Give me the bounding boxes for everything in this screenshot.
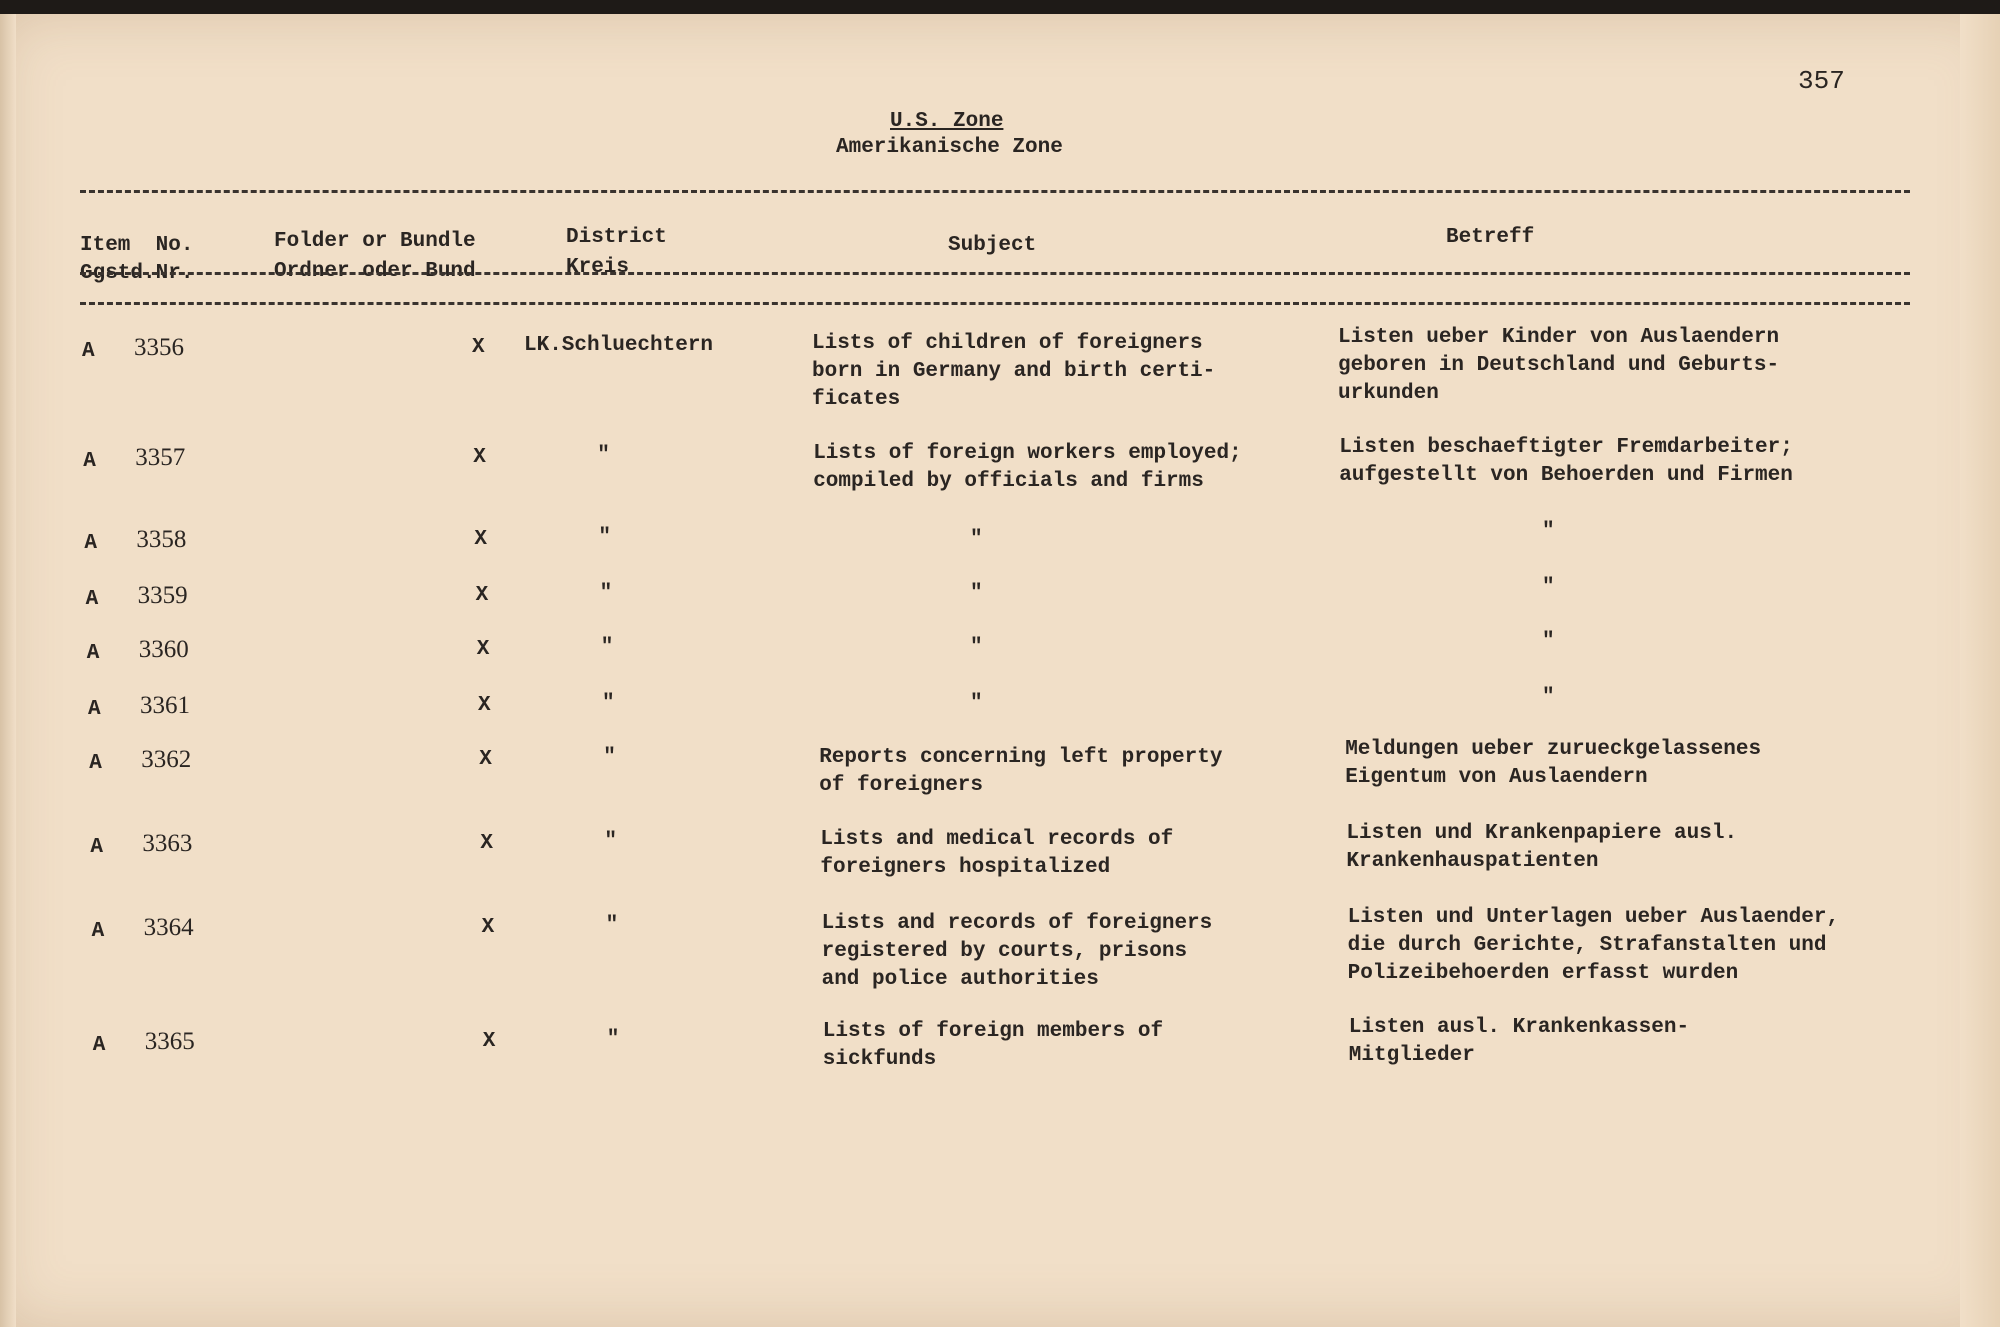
item-letter: A bbox=[90, 836, 103, 859]
subject-text: Lists and medical records of foreigners hospitalized bbox=[820, 828, 1174, 879]
folder-mark: X bbox=[481, 916, 495, 939]
folder-mark: X bbox=[478, 694, 491, 717]
item-number: 3364 bbox=[143, 914, 194, 941]
item-letter: A bbox=[88, 698, 101, 721]
item-letter: A bbox=[86, 642, 100, 665]
district: " bbox=[603, 746, 616, 769]
header-betreff: Betreff bbox=[1446, 226, 1535, 249]
page-number: 357 bbox=[1798, 66, 1845, 96]
header-item-de: Ggstd.Nr. bbox=[80, 262, 194, 285]
subject-text: Lists of children of foreigners born in Germany and birth certi- ficates bbox=[812, 332, 1216, 411]
folder-mark: X bbox=[474, 528, 487, 551]
subject-text: Reports concerning left property of foreigners bbox=[819, 746, 1223, 797]
header-item-en: Item No. bbox=[80, 234, 194, 257]
folder-mark: X bbox=[482, 1030, 496, 1053]
item-number: 3358 bbox=[136, 526, 187, 553]
header-rule-bottom bbox=[80, 302, 1910, 305]
header-rule-middle bbox=[80, 272, 1910, 275]
item-letter: A bbox=[89, 752, 102, 775]
document-page bbox=[0, 14, 2000, 1327]
betreff-text: Listen und Unterlagen ueber Auslaender, die durch Gerichte, Strafanstalten und Polizeibehoerden erfasst wurden bbox=[1347, 906, 1840, 985]
district: LK.Schluechtern bbox=[524, 334, 714, 357]
binding-fold bbox=[0, 14, 16, 1327]
district: " bbox=[599, 582, 613, 605]
subject-text: " bbox=[970, 636, 983, 659]
item-letter: A bbox=[84, 532, 97, 555]
betreff-text: Listen beschaeftigter Fremdarbeiter; aufgestellt von Behoerden und Firmen bbox=[1339, 436, 1793, 487]
zone-title: U.S. Zone bbox=[890, 110, 1004, 133]
betreff-text: Listen und Krankenpapiere ausl. Krankenhauspatienten bbox=[1346, 822, 1738, 873]
folder-mark: X bbox=[476, 638, 490, 661]
district: " bbox=[606, 1028, 620, 1051]
folder-mark: X bbox=[480, 832, 493, 855]
item-number: 3356 bbox=[134, 334, 184, 361]
item-number: 3357 bbox=[135, 444, 186, 471]
betreff-text: " bbox=[1542, 630, 1555, 653]
subject-text: " bbox=[970, 528, 983, 551]
district: " bbox=[605, 914, 619, 937]
subject-text: Lists of foreign workers employed; compiled by officials and firms bbox=[813, 442, 1242, 493]
district: " bbox=[598, 526, 611, 549]
betreff-text: " bbox=[1542, 576, 1555, 599]
subject-text: Lists and records of foreigners registered by courts, prisons and police authorities bbox=[821, 912, 1213, 991]
item-number: 3362 bbox=[141, 746, 192, 773]
item-number: 3361 bbox=[140, 692, 190, 719]
folder-mark: X bbox=[479, 748, 492, 771]
header-district-en: District bbox=[566, 226, 667, 249]
item-letter: A bbox=[82, 340, 95, 363]
item-letter: A bbox=[85, 588, 99, 611]
item-number: 3360 bbox=[138, 636, 189, 663]
item-number: 3365 bbox=[144, 1028, 195, 1055]
item-letter: A bbox=[91, 920, 105, 943]
district: " bbox=[604, 830, 617, 853]
folder-mark: X bbox=[472, 336, 485, 359]
district: " bbox=[602, 692, 615, 715]
betreff-text: Listen ausl. Krankenkassen- Mitglieder bbox=[1348, 1016, 1690, 1067]
betreff-text: Meldungen ueber zurueckgelassenes Eigentum von Auslaendern bbox=[1345, 738, 1762, 789]
folder-mark: X bbox=[475, 584, 489, 607]
subject-text: " bbox=[970, 692, 983, 715]
betreff-text: Listen ueber Kinder von Auslaendern geboren in Deutschland und Geburts- urkunden bbox=[1338, 326, 1780, 405]
betreff-text: " bbox=[1542, 686, 1555, 709]
item-letter: A bbox=[83, 450, 96, 473]
page-edge bbox=[1960, 14, 2000, 1327]
header-rule-top bbox=[80, 190, 1910, 193]
subject-text: Lists of foreign members of sickfunds bbox=[822, 1020, 1164, 1071]
betreff-text: " bbox=[1542, 520, 1555, 543]
district: " bbox=[597, 444, 610, 467]
zone-subtitle: Amerikanische Zone bbox=[836, 136, 1063, 159]
item-number: 3359 bbox=[137, 582, 188, 609]
folder-mark: X bbox=[473, 446, 486, 469]
header-folder-en: Folder or Bundle bbox=[274, 230, 476, 253]
header-folder-de: Ordner oder Bund bbox=[274, 260, 476, 283]
subject-text: " bbox=[970, 582, 983, 605]
header-district-de: Kreis bbox=[566, 256, 630, 279]
item-number: 3363 bbox=[142, 830, 193, 857]
header-subject: Subject bbox=[948, 234, 1037, 257]
district: " bbox=[600, 636, 614, 659]
item-letter: A bbox=[92, 1034, 106, 1057]
